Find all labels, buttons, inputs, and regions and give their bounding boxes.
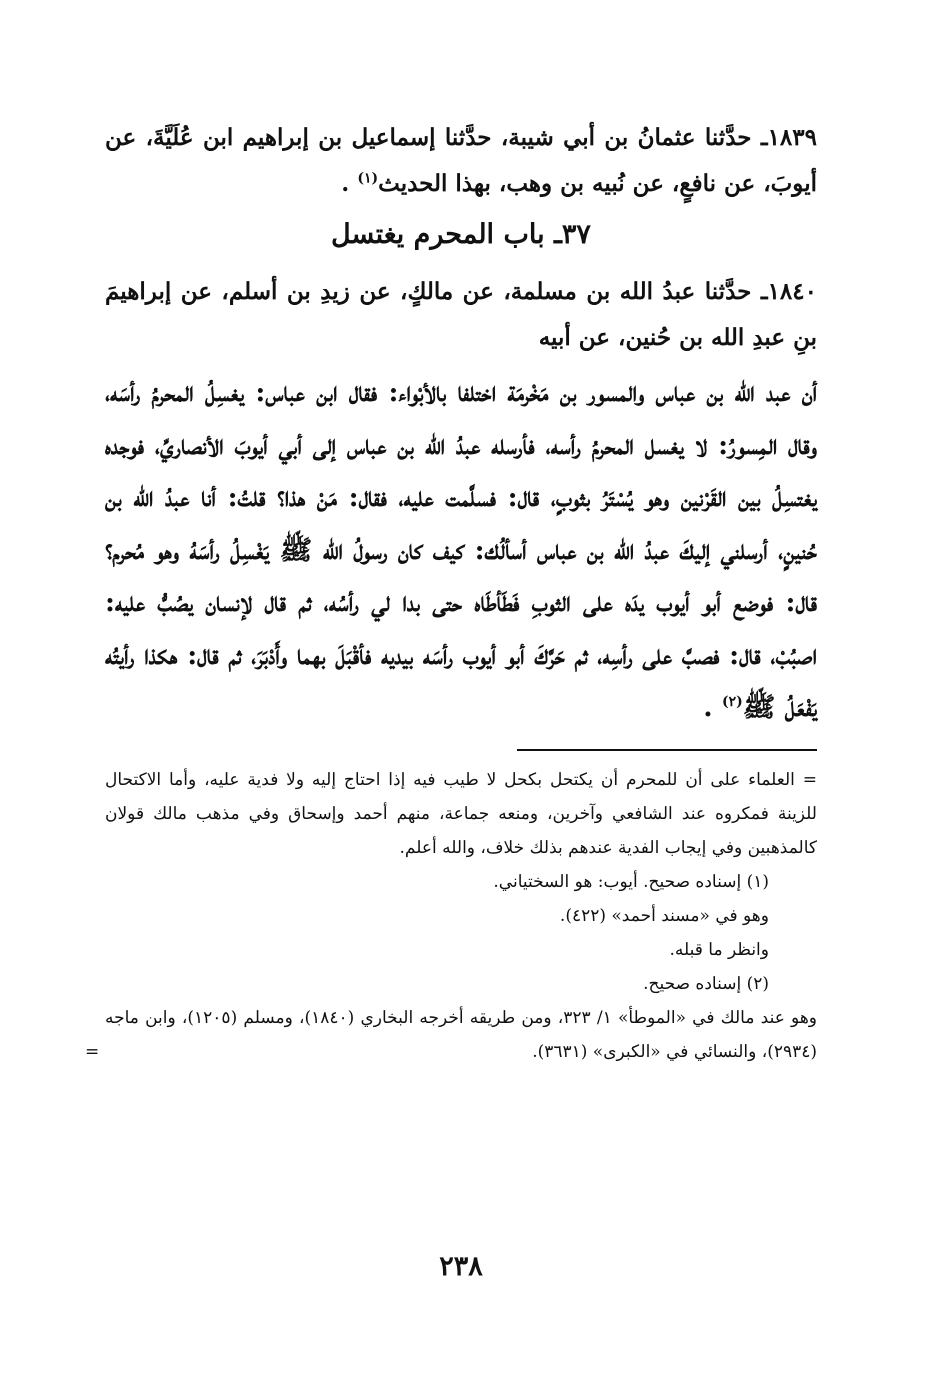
footnote-2-body-text: وهو عند مالك في «الموطأ» ١/ ٣٢٣، ومن طريقه أخرجه البخاري (١٨٤٠)، ومسلم (١٢٠٥)، وابن ماجه (٢٩٣٤)، والنسائي في «الكبرى» (٣٦٣١). [105, 1007, 817, 1062]
hadith-1839-text: ١٨٣٩ـ حدَّثنا عثمانُ بن أبي شيبة، حدَّثنا إسماعيل بن إبراهيم ابن عُلَيَّةَ، عن أيوبَ، عن نافعٍ، عن نُبيه بن وهب، بهذا الحديث [105, 124, 817, 197]
book-page [85, 115, 817, 1305]
hadith-1839 [105, 115, 817, 207]
footnote-2-body [85, 1001, 817, 1069]
hadith-1840-matn [105, 367, 817, 735]
footnote-continuation: = العلماء على أن للمحرم أن يكتحل بكحل لا طيب فيه إذا احتاج إليه ولا فدية عليه، وأما الاكتحال للزينة فمكروه عند الشافعي وآخرين، ومنعه جماعة، منهم أحمد وإسحاق وفي مذهب مالك قولان كالمذهبين وفي إيجاب الفدية عندهم بذلك خلاف، والله أعلم. [105, 769, 817, 858]
page-number: ٢٣٨ [439, 1251, 483, 1282]
footnote-ref-2[interactable]: (٢) [722, 694, 743, 710]
chapter-heading: ٣٧ـ باب المحرم يغتسل [331, 219, 591, 250]
footnote-ref-1[interactable]: (١) [357, 170, 379, 187]
footnote-separator [517, 749, 817, 751]
continued-mark: = [85, 1041, 100, 1062]
footnote-2-line-1: (٢) إسناده صحيح. [643, 973, 769, 994]
footnote-1-line-3: وانظر ما قبله. [669, 939, 769, 960]
hadith-1840-matn-text: أن عبد الله بن عباس والمسور بن مَخْرمَة اختلفا بالأبْواء: فقال ابن عباس: يغسِلُ المحرمُ رأسَه، وقال المِسورُ: لا يغسل المحرمُ رأسه، فأرسله عبدُ الله بن عباس إلى أبي أيوبَ الأنصاريِّ، فوجده يغتسِلُ بين القَرْنين وهو يُسْتَرُ بثوبٍ، قال: فسلَّمت عليه، فقال: مَنْ هذا؟ قلتُ: أنا عبدُ الله بن حُنينٍ، أرسلني إليكَ عبدُ الله بن عباس أسألُك: كيف كان رسولُ الله ﷺ يَغْسِلُ رأسَهُ وهو مُحرم؟ قال: فوضع أبو أيوب يدَه على الثوبِ فَطَأطَاه حتى بدا لي رأسُه، ثم قال لإنسان يصُبُّ عليه: اصبُبْ، قال: فصبَّ على رأسِه، ثم حَرَّكَ أبو أيوب رأسَه بيديه فأقْبَلَ بهما وأَدْبَرَ، ثم قال: هكذا رأيتُه يَفْعَلُ ﷺ [105, 377, 817, 723]
footnote-1-line-1: (١) إسناده صحيح. أيوب: هو السختياني. [493, 871, 769, 892]
footnote-1-line-2: وهو في «مسند أحمد» (٤٢٢). [559, 905, 769, 926]
hadith-1840-isnad: ١٨٤٠ـ حدَّثنا عبدُ الله بن مسلمة، عن مالكٍ، عن زيدِ بن أسلم، عن إبراهيمَ بنِ عبدِ الله بن حُنين، عن أبيه [105, 278, 817, 351]
hadith-1840-end: . [703, 692, 713, 723]
hadith-1839-end: . [341, 170, 350, 197]
footnotes [85, 763, 817, 1069]
